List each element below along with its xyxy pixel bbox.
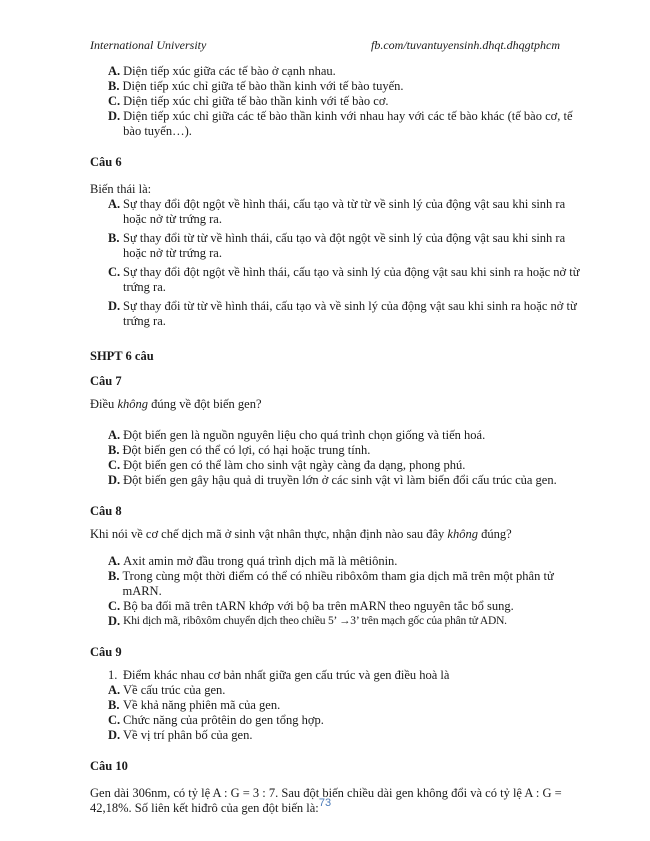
q5-option-b: B. Diện tiếp xúc chỉ giữa tế bào thần kinh với tế bào tuyến. — [108, 79, 404, 93]
q10-title: Câu 10 — [90, 759, 128, 773]
q9-option-a: A. Về cấu trúc của gen. — [108, 683, 226, 697]
q6-option-b: B. Sự thay đổi từ từ về hình thái, cấu tạo và đột ngột về sinh lý của động vật sau khi sinh ra hoặc nở từ trứng ra. — [108, 231, 566, 260]
q8-option-d: D. Khi dịch mã, ribôxôm chuyển dịch theo chiều 5’ →3’ trên mạch gốc của phân tử ADN. — [108, 614, 507, 628]
q5-option-a: A. Diện tiếp xúc giữa các tế bào ở cạnh nhau. — [108, 64, 336, 78]
q10-stem: Gen dài 306nm, có tỷ lệ A : G = 3 : 7. Sau đột biến chiều dài gen không đổi và có tỷ lệ A : G = 42,18%. Số liên kết hiđrô của gen đột biến là: — [90, 786, 562, 815]
q6-title: Câu 6 — [90, 155, 122, 169]
page-content — [90, 64, 590, 816]
q7-option-d: D. Đột biến gen gây hậu quả di truyền lớn ở các sinh vật vì làm biến đổi cấu trúc của gen. — [108, 473, 557, 487]
q6-option-c: C. Sự thay đổi đột ngột về hình thái, cấu tạo và sinh lý của động vật sau khi sinh ra hoặc nở từ trứng ra. — [108, 265, 580, 294]
q7-option-c: C. Đột biến gen có thể làm cho sinh vật ngày càng đa dạng, phong phú. — [108, 458, 466, 472]
q8-option-b: B. Trong cùng một thời điểm có thể có nhiều ribôxôm tham gia dịch mã trên một phân tử mARN. — [108, 569, 554, 598]
q8-option-a: A. Axit amin mở đầu trong quá trình dịch mã là mêtiônin. — [108, 554, 398, 568]
q5-option-c: C. Diện tiếp xúc chỉ giữa tế bào thần kinh với tế bào cơ. — [108, 94, 389, 108]
q9-option-c: C. Chức năng của prôtêin do gen tổng hợp. — [108, 713, 324, 727]
q9-option-d: D. Về vị trí phân bố của gen. — [108, 728, 253, 742]
q9-option-b: B. Về khả năng phiên mã của gen. — [108, 698, 281, 712]
header-right: fb.com/tuvantuyensinh.dhqt.dhqgtphcm — [371, 38, 560, 52]
q6-stem: Biến thái là: — [90, 182, 152, 196]
q7-stem: Điều không đúng về đột biến gen? — [90, 397, 262, 411]
q8-option-c: C. Bộ ba đối mã trên tARN khớp với bộ ba trên mARN theo nguyên tắc bổ sung. — [108, 599, 514, 613]
q8-title: Câu 8 — [90, 504, 122, 518]
q7-option-b: B. Đột biến gen có thể có lợi, có hại hoặc trung tính. — [108, 443, 371, 457]
header-left: International University — [90, 38, 207, 52]
q7-title: Câu 7 — [90, 374, 122, 388]
q5-options — [90, 64, 590, 139]
page-number: 73 — [318, 797, 332, 809]
q8-stem: Khi nói về cơ chế dịch mã ở sinh vật nhân thực, nhận định nào sau đây không đúng? — [90, 527, 512, 541]
q9-title: Câu 9 — [90, 645, 122, 659]
q5-option-d: D. Diện tiếp xúc chỉ giữa các tế bào thần kinh với nhau hay với các tế bào khác (tế bào cơ, tế bào tuyến…). — [108, 109, 573, 138]
q7-option-a: A. Đột biến gen là nguồn nguyên liệu cho quá trình chọn giống và tiến hoá. — [108, 428, 486, 442]
section-heading: SHPT 6 câu — [90, 349, 154, 363]
q6-option-a: A. Sự thay đổi đột ngột về hình thái, cấu tạo và từ từ về sinh lý của động vật sau khi sinh ra hoặc nở từ trứng ra. — [108, 197, 566, 226]
q6-option-d: D. Sự thay đổi từ từ về hình thái, cấu tạo và về sinh lý của động vật sau khi sinh ra hoặc nở từ trứng ra. — [108, 299, 577, 328]
q9-stem: 1. Điểm khác nhau cơ bản nhất giữa gen cấu trúc và gen điều hoà là — [108, 668, 450, 682]
